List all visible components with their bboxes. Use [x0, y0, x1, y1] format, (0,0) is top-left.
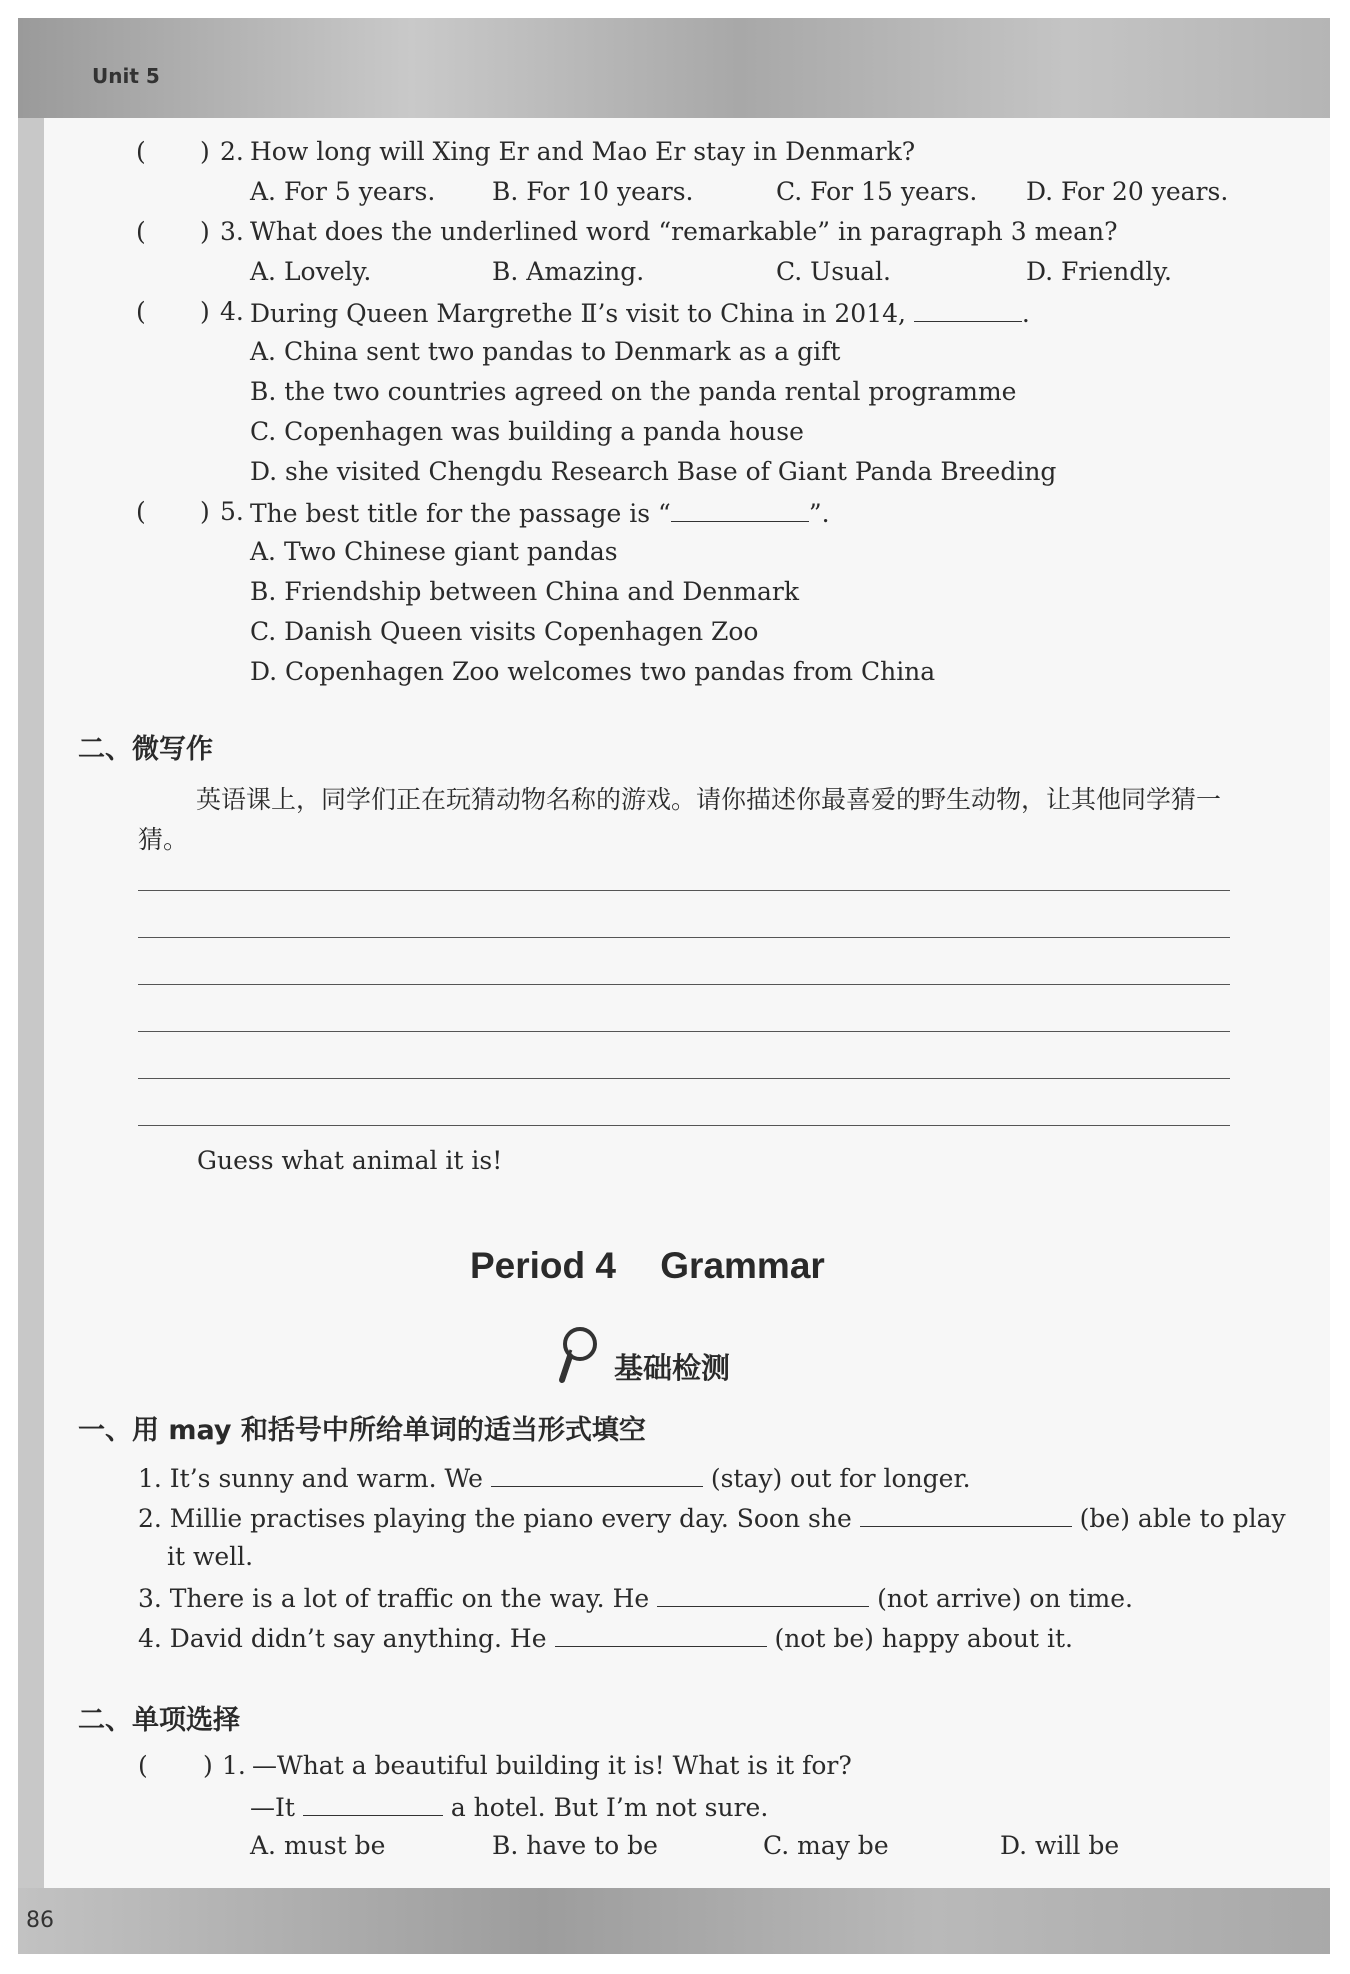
option-d: D. Friendly. [1026, 257, 1172, 286]
dialogue-line-1: —What a beautiful building it is! What is it for? [252, 1751, 852, 1780]
period-title [470, 1245, 825, 1287]
option-a: A. China sent two pandas to Denmark as a gift [250, 337, 841, 366]
answer-bracket-close: ) [200, 217, 210, 246]
magnifier-icon [556, 1324, 600, 1388]
question-stem-text: The best title for the passage is “ [250, 499, 671, 528]
period-number: Period 4 [470, 1245, 616, 1286]
question-number: 1. [222, 1751, 246, 1780]
question-stem: How long will Xing Er and Mao Er stay in Denmark? [250, 137, 916, 166]
answer-bracket-open: ( [136, 497, 146, 526]
option-b: B. For 10 years. [492, 177, 694, 206]
header-band [18, 18, 1330, 118]
answer-bracket-close: ) [200, 297, 210, 326]
fill-item [138, 1582, 1133, 1614]
option-a: A. must be [250, 1831, 386, 1860]
writing-prompt: 英语课上，同学们正在玩猜动物名称的游戏。请你描述你最喜爱的野生动物，让其他同学猜一猜。 [138, 785, 1222, 854]
writing-line[interactable] [138, 937, 1230, 938]
dialogue-line-2 [250, 1791, 768, 1823]
answer-blank[interactable] [303, 1791, 443, 1816]
fill-item-before: 2. Millie practises playing the piano every day. Soon she [138, 1504, 852, 1533]
answer-blank[interactable] [555, 1622, 767, 1647]
option-c: C. For 15 years. [776, 177, 978, 206]
dialogue-before: —It [250, 1793, 295, 1822]
option-c: C. Danish Queen visits Copenhagen Zoo [250, 617, 759, 646]
option-c: C. Copenhagen was building a panda house [250, 417, 804, 446]
section-heading-single-choice: 二、单项选择 [78, 1705, 240, 1736]
option-b: B. have to be [492, 1831, 658, 1860]
question-stem [250, 297, 1030, 329]
fill-item-after: (not be) happy about it. [774, 1624, 1073, 1653]
answer-blank[interactable] [671, 497, 809, 522]
option-a: A. For 5 years. [250, 177, 436, 206]
option-d: D. For 20 years. [1026, 177, 1229, 206]
option-a: A. Lovely. [250, 257, 372, 286]
option-a: A. Two Chinese giant pandas [250, 537, 618, 566]
question-stem-text: During Queen Margrethe Ⅱ’s visit to China in 2014, [250, 299, 906, 328]
answer-bracket-open: ( [136, 297, 146, 326]
section-heading-micro-writing: 二、微写作 [78, 734, 213, 765]
fill-item [138, 1462, 971, 1494]
answer-bracket-close: ) [200, 497, 210, 526]
fill-item [138, 1502, 1286, 1534]
writing-line[interactable] [138, 890, 1230, 891]
answer-bracket-open: ( [136, 137, 146, 166]
fill-item-after: (be) able to play [1079, 1504, 1286, 1533]
option-c: C. may be [763, 1831, 889, 1860]
answer-bracket-close: ) [200, 137, 210, 166]
question-number: 3. [220, 217, 244, 246]
answer-bracket-open: ( [138, 1751, 148, 1780]
option-c: C. Usual. [776, 257, 891, 286]
fill-item [138, 1622, 1073, 1654]
footer-band [18, 1888, 1330, 1954]
writing-closing: Guess what animal it is! [197, 1146, 503, 1175]
fill-item-before: 3. There is a lot of traffic on the way. He [138, 1584, 650, 1613]
answer-bracket-open: ( [136, 217, 146, 246]
question-stem-end: . [1021, 299, 1030, 328]
question-stem [250, 497, 830, 529]
fill-item-continuation: it well. [167, 1542, 254, 1571]
option-b: B. Amazing. [492, 257, 645, 286]
writing-line[interactable] [138, 1125, 1230, 1126]
left-margin-band [18, 118, 44, 1888]
fill-item-before: 4. David didn’t say anything. He [138, 1624, 547, 1653]
option-b: B. the two countries agreed on the panda rental programme [250, 377, 1017, 406]
question-number: 2. [220, 137, 244, 166]
writing-line[interactable] [138, 1031, 1230, 1032]
option-d: D. she visited Chengdu Research Base of Giant Panda Breeding [250, 457, 1057, 486]
writing-line[interactable] [138, 1078, 1230, 1079]
fill-item-after: (not arrive) on time. [877, 1584, 1133, 1613]
page-number: 86 [26, 1908, 54, 1933]
section-heading-fill-blank: 一、用 may 和括号中所给单词的适当形式填空 [78, 1415, 646, 1446]
question-stem: What does the underlined word “remarkable” in paragraph 3 mean? [250, 217, 1118, 246]
answer-blank[interactable] [860, 1502, 1072, 1527]
option-d: D. will be [1000, 1831, 1120, 1860]
dialogue-after: a hotel. But I’m not sure. [450, 1793, 769, 1822]
answer-blank[interactable] [914, 297, 1022, 322]
question-number: 4. [220, 297, 244, 326]
question-number: 5. [220, 497, 244, 526]
answer-blank[interactable] [657, 1582, 869, 1607]
question-stem-end: ”. [808, 499, 830, 528]
option-b: B. Friendship between China and Denmark [250, 577, 799, 606]
unit-label: Unit 5 [92, 64, 160, 88]
writing-line[interactable] [138, 984, 1230, 985]
fill-item-before: 1. It’s sunny and warm. We [138, 1464, 483, 1493]
answer-blank[interactable] [491, 1462, 703, 1487]
fill-item-after: (stay) out for longer. [710, 1464, 971, 1493]
answer-bracket-close: ) [203, 1751, 213, 1780]
option-d: D. Copenhagen Zoo welcomes two pandas from China [250, 657, 936, 686]
period-topic: Grammar [660, 1245, 825, 1286]
section-label-basic-check: 基础检测 [614, 1351, 731, 1385]
